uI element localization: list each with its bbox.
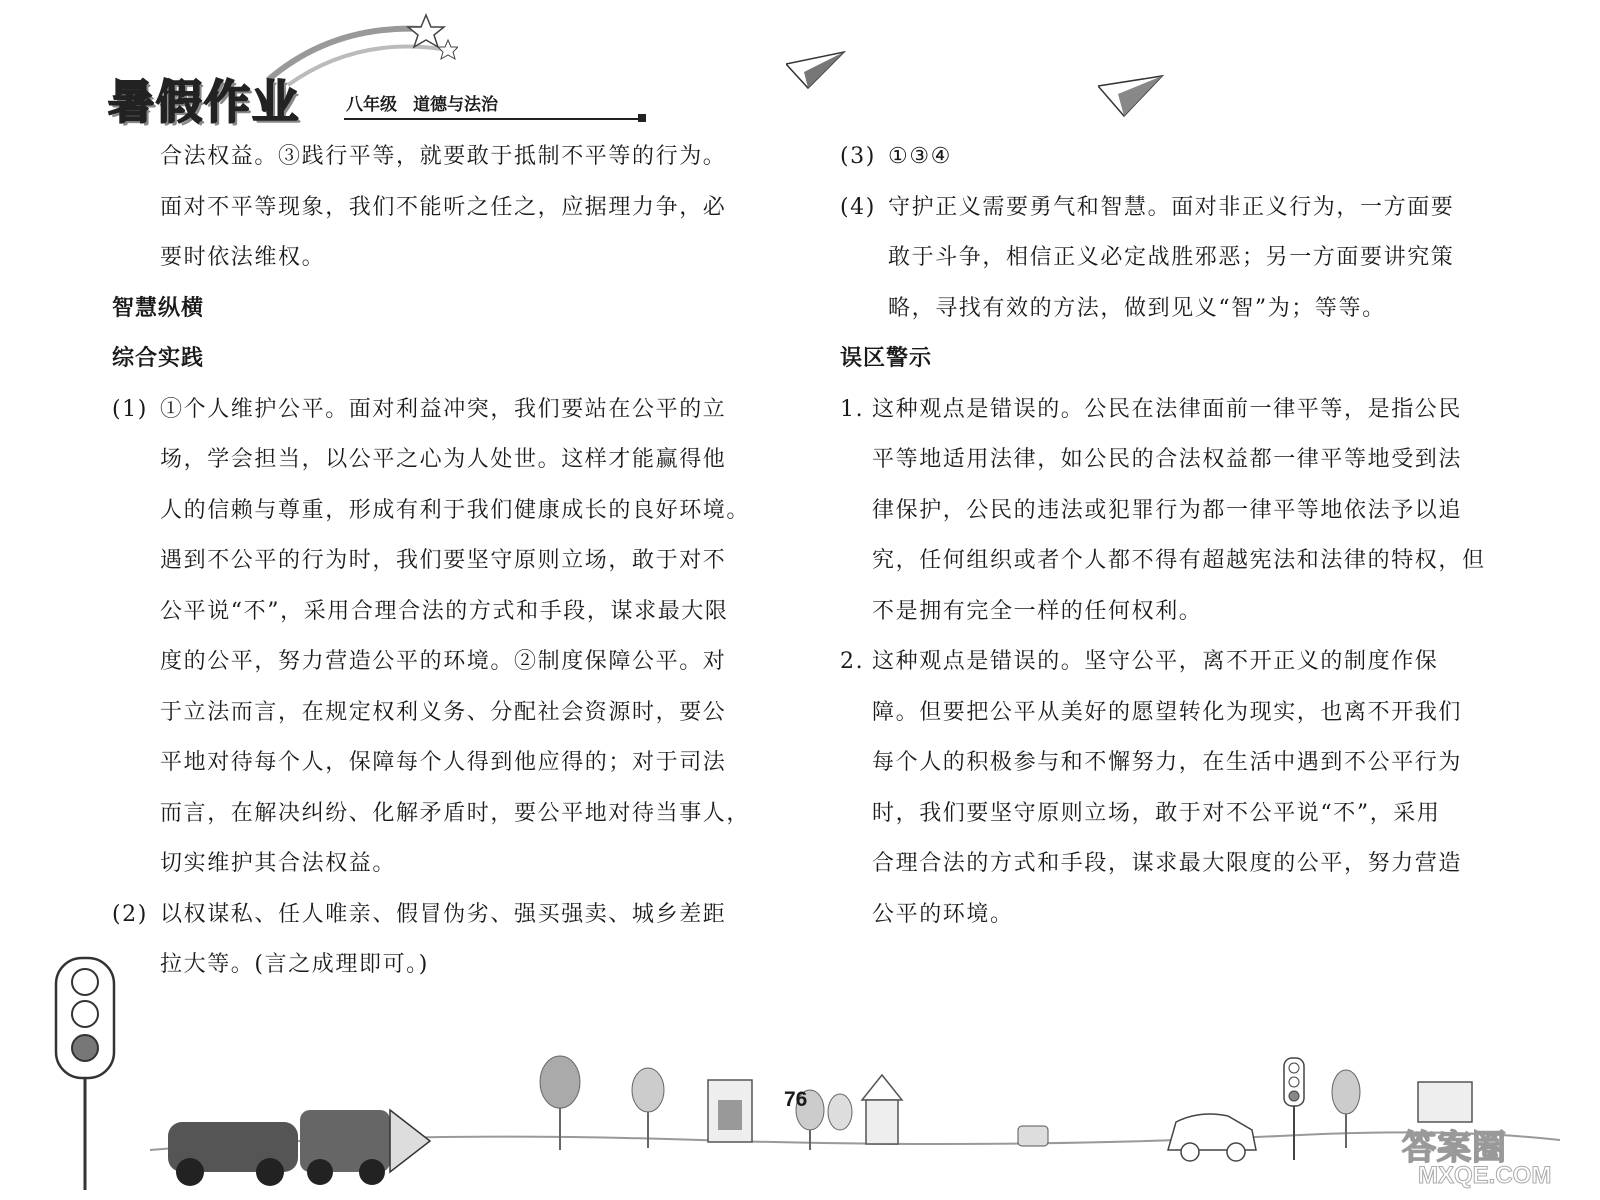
left-column [112, 132, 772, 991]
text-line: 这种观点是错误的。公民在法律面前一律平等，是指公民 [872, 396, 1463, 422]
text-line: 合理合法的方式和手段，谋求最大限度的公平，努力营造 [872, 851, 1463, 876]
text-line: 面对不平等现象，我们不能听之任之，应据理力争，必 [160, 194, 727, 220]
text-line: 遇到不公平的行为时，我们要坚守原则立场，敢于对不 [160, 548, 727, 573]
text-line: 律保护，公民的违法或犯罪行为都一律平等地依法予以追 [872, 497, 1463, 523]
watermark-url: MXQE.COM [1418, 1162, 1552, 1189]
section-heading-wisdom: 智慧纵横 [112, 295, 205, 321]
item-number: (3) [840, 144, 876, 169]
answer-item-4 [840, 183, 1520, 335]
item-number: (4) [840, 194, 876, 220]
text-line: 切实维护其合法权益。 [160, 851, 397, 876]
traffic-light-icon [56, 958, 114, 1190]
misconception-point-2 [840, 637, 1520, 940]
text-line: 场，学会担当，以公平之心为人处世。这样才能赢得他 [160, 447, 727, 472]
item-number: (1) [112, 396, 148, 422]
answer-item-1 [112, 385, 772, 890]
text-line: 公平的环境。 [872, 901, 1014, 927]
misconception-point-1 [840, 385, 1520, 638]
car-icon [1168, 1114, 1256, 1161]
text-line: 以权谋私、任人唯亲、假冒伪劣、强买强卖、城乡差距 [160, 901, 727, 927]
footer-illustration [0, 950, 1600, 1200]
text-line: 于立法而言，在规定权利义务、分配社会资源时，要公 [160, 699, 727, 725]
book-car-icon [168, 1122, 298, 1186]
page-number: 76 [784, 1088, 808, 1111]
header-subtitle [346, 90, 514, 115]
text-line: 不是拥有完全一样的任何权利。 [872, 598, 1203, 624]
text-line: 守护正义需要勇气和智慧。面对非正义行为，一方面要 [888, 194, 1455, 220]
mailbox-icon [1018, 1126, 1048, 1146]
paper-plane-icon [1098, 74, 1164, 118]
text-line: 人的信赖与尊重，形成有利于我们健康成长的良好环境。 [160, 497, 751, 523]
text-line: 公平说“不”，采用合理合法的方式和手段，谋求最大限 [160, 598, 729, 624]
text-line: 每个人的积极参与和不懈努力，在生活中遇到不公平行为 [872, 750, 1463, 775]
right-column [840, 132, 1520, 940]
paper-plane-icon [786, 50, 846, 90]
text-line: 略，寻找有效的方法，做到见义“智”为；等等。 [888, 295, 1386, 321]
section-heading-practice: 综合实践 [112, 346, 205, 371]
section-heading-misconceptions: 误区警示 [840, 346, 933, 371]
traffic-light-icon [1284, 1058, 1304, 1160]
item-number: 1. [840, 396, 865, 422]
tree-icon [828, 1094, 852, 1130]
item-number: (2) [112, 901, 148, 927]
text-line: 要时依法维权。 [160, 245, 326, 270]
text-line: ①③④ [888, 144, 952, 169]
text-line: 拉大等。(言之成理即可。) [160, 952, 429, 977]
pencil-icon [300, 1110, 430, 1185]
text-line: 平等地适用法律，如公民的合法权益都一律平等地受到法 [872, 447, 1463, 472]
house-icon [708, 1080, 752, 1142]
grade-label: 八年级 [346, 95, 397, 115]
page-header [108, 60, 548, 132]
text-line: 而言，在解决纠纷、化解矛盾时，要公平地对待当事人， [160, 800, 751, 826]
text-line: 敢于斗争，相信正义必定战胜邪恶；另一方面要讲究策 [888, 245, 1455, 270]
text-line: 这种观点是错误的。坚守公平，离不开正义的制度作保 [872, 649, 1439, 674]
subject-label: 道德与法治 [413, 95, 498, 115]
house-icon [1418, 1082, 1472, 1122]
answer-item-3 [840, 132, 1520, 183]
item-number: 2. [840, 649, 865, 674]
text-line: 合法权益。③践行平等，就要敢于抵制不平等的行为。 [160, 144, 727, 169]
header-divider [344, 118, 642, 120]
tree-icon [632, 1068, 664, 1148]
tree-icon [1332, 1070, 1360, 1148]
text-line: 平地对待每个人，保障每个人得到他应得的；对于司法 [160, 750, 727, 775]
summer-homework-logo: 暑假作业 [108, 75, 300, 129]
text-line: 时，我们要坚守原则立场，敢于对不公平说“不”，采用 [872, 800, 1441, 826]
text-line: 究，任何组织或者个人都不得有超越宪法和法律的特权，但 [872, 548, 1486, 573]
watermark-logo: 答案圈 [1402, 1128, 1507, 1168]
intro-paragraph [112, 132, 772, 284]
text-line: ①个人维护公平。面对利益冲突，我们要站在公平的立 [160, 396, 727, 422]
text-line: 度的公平，努力营造公平的环境。②制度保障公平。对 [160, 649, 727, 674]
house-icon [862, 1075, 902, 1144]
text-line: 障。但要把公平从美好的愿望转化为现实，也离不开我们 [872, 699, 1463, 725]
